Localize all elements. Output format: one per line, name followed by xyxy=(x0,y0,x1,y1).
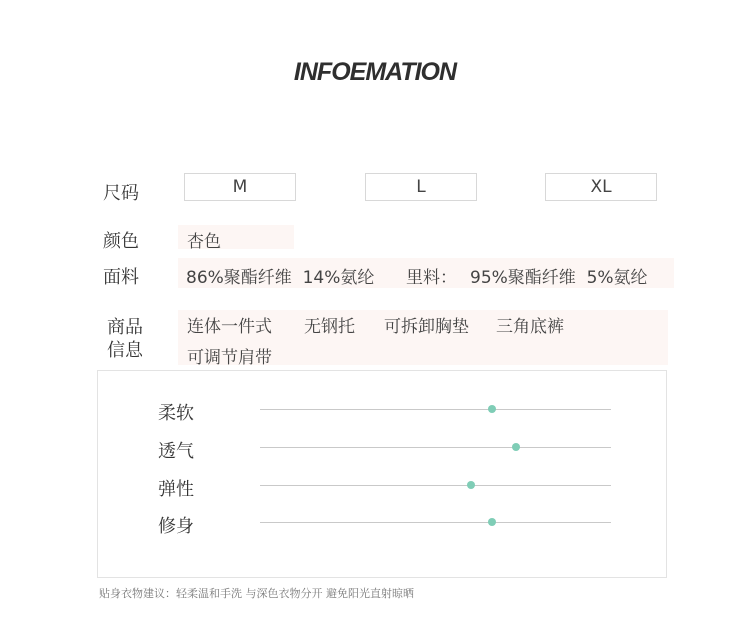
fabric-outer-value: 86%聚酯纤维 14%氨纶 xyxy=(186,268,375,288)
fabric-lining-value: 95%聚酯纤维 5%氨纶 xyxy=(470,268,648,288)
fabric-label: 面料 xyxy=(103,267,139,288)
scale-label-softness: 柔软 xyxy=(158,403,194,424)
scale-track-slimness xyxy=(260,522,611,523)
feature-item: 三角底裤 xyxy=(496,317,564,337)
feature-item: 连体一件式 xyxy=(187,317,272,337)
scale-track-elasticity xyxy=(260,485,611,486)
color-value: 杏色 xyxy=(187,232,221,252)
fabric-lining-label: 里料： xyxy=(406,268,457,288)
product-info-label-line1: 商品 xyxy=(107,317,143,338)
feature-item: 无钢托 xyxy=(304,317,355,337)
scale-track-softness xyxy=(260,409,611,410)
color-label: 颜色 xyxy=(103,231,139,252)
scale-track-breathability xyxy=(260,447,611,448)
section-title: INFOEMATION xyxy=(293,58,457,86)
scale-label-elasticity: 弹性 xyxy=(158,479,194,500)
care-instructions: 贴身衣物建议：轻柔温和手洗 与深色衣物分开 避免阳光直射晾晒 xyxy=(99,587,414,600)
scale-label-breathability: 透气 xyxy=(158,441,194,462)
size-option-l[interactable]: L xyxy=(365,173,477,201)
size-option-xl[interactable]: XL xyxy=(545,173,657,201)
scale-marker-elasticity xyxy=(467,481,475,489)
feature-item: 可拆卸胸垫 xyxy=(384,317,469,337)
size-option-m[interactable]: M xyxy=(184,173,296,201)
feature-item: 可调节肩带 xyxy=(187,348,272,368)
scale-marker-softness xyxy=(488,405,496,413)
scale-marker-slimness xyxy=(488,518,496,526)
product-info-label-line2: 信息 xyxy=(107,340,143,361)
scale-label-slimness: 修身 xyxy=(158,516,194,537)
size-label: 尺码 xyxy=(103,183,139,204)
